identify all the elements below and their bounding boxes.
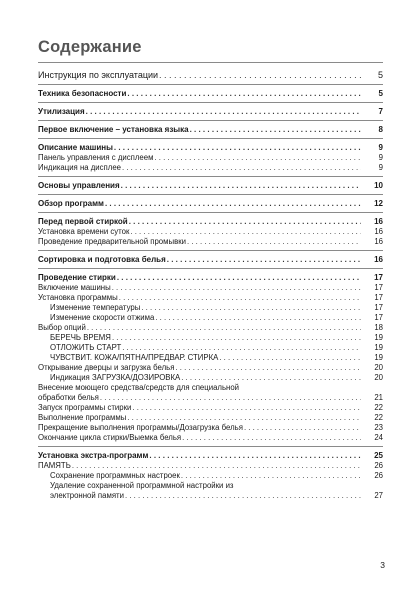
toc-entry-page: 9 <box>378 143 383 152</box>
toc-leader-dots <box>167 255 361 265</box>
toc-entry[interactable] <box>38 403 383 413</box>
toc-entry-title: обработки белья <box>38 393 99 402</box>
toc-entry-page: 16 <box>374 237 383 246</box>
toc-entry-page: 24 <box>374 433 383 442</box>
section-divider <box>38 250 383 251</box>
toc-entry-page: 27 <box>374 491 383 500</box>
toc-entry-title: Выбор опций <box>38 323 86 332</box>
toc-entry-page: 16 <box>374 217 383 226</box>
toc-entry-title: Первое включение – установка языка <box>38 125 189 134</box>
toc-entry-title: Основы управления <box>38 181 120 190</box>
toc-leader-dots <box>132 403 361 413</box>
toc-leader-dots <box>155 313 361 323</box>
toc-entry[interactable] <box>38 125 383 135</box>
toc-entry[interactable] <box>38 451 383 461</box>
toc-entry-title: Удаление сохраненной программной настройки из <box>50 481 234 490</box>
toc-entry-title: Изменение скорости отжима <box>50 313 155 322</box>
toc-entry-title: Проведение предварительной промывки <box>38 237 187 246</box>
toc-entry-page: 17 <box>374 293 383 302</box>
toc-leader-dots <box>100 393 361 403</box>
toc-entry-title: Открывание дверцы и загрузка белья <box>38 363 175 372</box>
document-page <box>38 36 383 501</box>
toc-entry-title: Инструкция по эксплуатации <box>38 70 159 80</box>
toc-entry-page: 19 <box>374 343 383 352</box>
toc-entry[interactable] <box>38 153 383 163</box>
toc-entry[interactable] <box>38 423 383 433</box>
toc-entry[interactable] <box>38 433 383 443</box>
toc-entry-page: 5 <box>378 89 383 98</box>
toc-leader-dots <box>244 423 361 433</box>
toc-leader-dots <box>129 217 361 227</box>
toc-leader-dots <box>125 491 361 501</box>
toc-entry-title: Запуск программы стирки <box>38 403 132 412</box>
toc-leader-dots <box>87 323 361 333</box>
toc-entry[interactable] <box>38 303 383 313</box>
toc-entry-title: ОТЛОЖИТЬ СТАРТ <box>50 343 122 352</box>
toc-entry[interactable] <box>38 343 383 353</box>
toc-leader-dots <box>175 363 361 373</box>
toc-entry-title: Включение машины <box>38 283 111 292</box>
toc-leader-dots <box>219 353 361 363</box>
toc-leader-dots <box>72 461 361 471</box>
toc-entry-title: ПАМЯТЬ <box>38 461 71 470</box>
toc-leader-dots <box>149 451 361 461</box>
toc-entry[interactable] <box>38 293 383 303</box>
toc-entry[interactable] <box>38 107 383 117</box>
toc-entry[interactable] <box>38 413 383 423</box>
toc-entry-title: Сортировка и подготовка белья <box>38 255 166 264</box>
toc-entry[interactable] <box>38 163 383 173</box>
toc-entry-title: Установка экстра-программ <box>38 451 149 460</box>
toc-entry-title: электронной памяти <box>50 491 124 500</box>
toc-entry[interactable] <box>38 313 383 323</box>
toc-entry-title: Перед первой стиркой <box>38 217 128 226</box>
toc-leader-dots <box>141 303 361 313</box>
section-divider <box>38 194 383 195</box>
section-divider <box>38 446 383 447</box>
toc-entry[interactable] <box>38 273 383 283</box>
toc-entry[interactable] <box>38 393 383 403</box>
toc-entry-page: 12 <box>374 199 383 208</box>
toc-entry[interactable] <box>38 471 383 481</box>
toc-entry[interactable] <box>38 217 383 227</box>
toc-leader-dots <box>130 227 361 237</box>
toc-entry[interactable] <box>38 255 383 265</box>
toc-entry-title: Обзор программ <box>38 199 104 208</box>
toc-leader-dots <box>86 107 361 117</box>
toc-entry[interactable] <box>38 333 383 343</box>
toc-entry-page: 16 <box>374 227 383 236</box>
toc-leader-dots <box>127 413 361 423</box>
toc-entry-title: Индикация ЗАГРУЗКА/ДОЗИРОВКА <box>50 373 181 382</box>
toc-entry-page: 8 <box>378 125 383 134</box>
page-title: Содержание <box>38 38 142 56</box>
section-divider <box>38 138 383 139</box>
toc-entry[interactable] <box>38 323 383 333</box>
toc-leader-dots <box>119 293 361 303</box>
toc-entry-page: 5 <box>377 70 383 80</box>
toc-entry-page: 16 <box>374 255 383 264</box>
toc-leader-dots <box>182 433 361 443</box>
toc-entry-page: 17 <box>374 283 383 292</box>
section-divider <box>38 84 383 85</box>
toc-entry-page: 19 <box>374 333 383 342</box>
toc-entry[interactable] <box>38 461 383 471</box>
toc-entry-page: 22 <box>374 403 383 412</box>
toc-entry-title: Описание машины <box>38 143 113 152</box>
toc-leader-dots <box>187 237 361 247</box>
toc-entry-title: Установка программы <box>38 293 118 302</box>
toc-entry-title: Изменение температуры <box>50 303 141 312</box>
toc-leader-dots <box>121 181 361 191</box>
page-number: 3 <box>380 560 385 570</box>
section-divider <box>38 120 383 121</box>
toc-leader-dots <box>112 333 361 343</box>
toc-entry-title: ЧУВСТВИТ. КОЖА/ПЯТНА/ПРЕДВАР. СТИРКА <box>50 353 219 362</box>
section-divider <box>38 176 383 177</box>
toc-entry[interactable] <box>38 69 383 81</box>
toc-entry[interactable] <box>38 143 383 153</box>
toc-entry-title: Внесение моющего средства/средств для специальной <box>38 383 240 392</box>
section-divider <box>38 212 383 213</box>
toc-leader-dots <box>190 125 361 135</box>
toc-leader-dots <box>181 471 361 481</box>
toc-entry[interactable] <box>38 181 383 191</box>
toc-entry-page: 9 <box>378 153 383 162</box>
toc-entry[interactable] <box>38 353 383 363</box>
toc-entry-page: 18 <box>374 323 383 332</box>
section-divider <box>38 102 383 103</box>
toc-entry-title: Прекращение выполнения программы/Дозагрузка белья <box>38 423 243 432</box>
toc-entry-title: Проведение стирки <box>38 273 116 282</box>
toc-leader-dots <box>127 89 361 99</box>
toc-entry-page: 19 <box>374 353 383 362</box>
toc-entry-title: Сохранение программных настроек <box>50 471 180 480</box>
toc-entry-page: 9 <box>378 163 383 172</box>
toc-leader-dots <box>154 153 361 163</box>
toc-entry-page: 26 <box>374 461 383 470</box>
toc-entry-page: 7 <box>378 107 383 116</box>
toc-entry[interactable] <box>38 373 383 383</box>
toc-entry-title: Выполнение программы <box>38 413 127 422</box>
toc-entry-page: 17 <box>374 303 383 312</box>
toc-entry-title: Окончание цикла стирки/Выемка белья <box>38 433 182 442</box>
toc-leader-dots <box>159 69 361 81</box>
toc-entry-page: 20 <box>374 363 383 372</box>
toc-entry-title: Установка времени суток <box>38 227 130 236</box>
table-of-contents <box>38 69 383 501</box>
toc-leader-dots <box>117 273 361 283</box>
toc-entry[interactable] <box>38 383 383 393</box>
toc-entry-page: 10 <box>374 181 383 190</box>
toc-leader-dots <box>122 343 361 353</box>
title-divider <box>38 62 383 63</box>
toc-entry[interactable] <box>38 237 383 247</box>
toc-leader-dots <box>105 199 361 209</box>
toc-leader-dots <box>114 143 361 153</box>
toc-leader-dots <box>112 283 361 293</box>
toc-entry-title: Индикация на дисплее <box>38 163 121 172</box>
toc-entry-title: Панель управления с дисплеем <box>38 153 154 162</box>
toc-entry-page: 22 <box>374 413 383 422</box>
toc-entry[interactable] <box>38 89 383 99</box>
toc-entry-page: 23 <box>374 423 383 432</box>
toc-leader-dots <box>122 163 361 173</box>
toc-entry-page: 25 <box>374 451 383 460</box>
toc-entry-title: Утилизация <box>38 107 85 116</box>
toc-entry-page: 21 <box>374 393 383 402</box>
toc-entry-page: 26 <box>374 471 383 480</box>
toc-entry[interactable] <box>38 363 383 373</box>
toc-entry[interactable] <box>38 227 383 237</box>
toc-leader-dots <box>181 373 361 383</box>
toc-entry-title: БЕРЕЧЬ ВРЕМЯ <box>50 333 111 342</box>
toc-entry[interactable] <box>38 491 383 501</box>
toc-entry-page: 17 <box>374 313 383 322</box>
section-divider <box>38 268 383 269</box>
toc-entry-page: 20 <box>374 373 383 382</box>
toc-entry-page: 17 <box>374 273 383 282</box>
toc-entry[interactable] <box>38 481 383 491</box>
toc-entry-title: Техника безопасности <box>38 89 127 98</box>
toc-entry[interactable] <box>38 199 383 209</box>
toc-entry[interactable] <box>38 283 383 293</box>
